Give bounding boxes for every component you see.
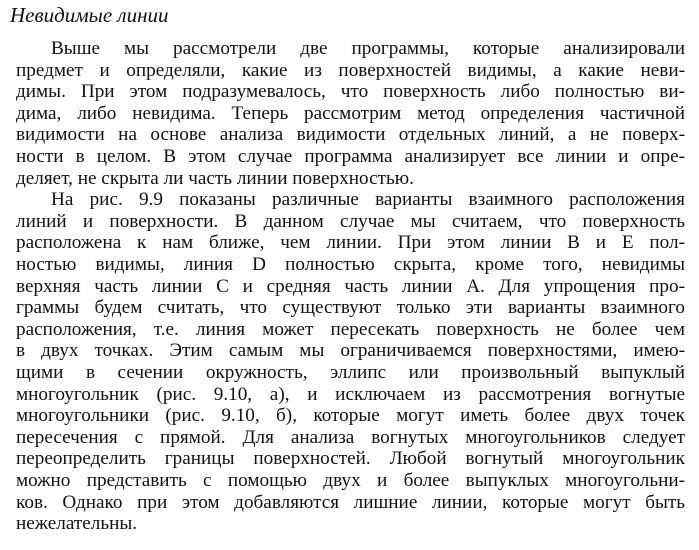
paragraph-2-line-16: нежелательны. — [16, 513, 138, 535]
paragraph-2-line-9: щими в сечении окружность, эллипс или произвольный выпуклый — [16, 362, 685, 383]
paragraph-1-line-6: ности в целом. В этом случае программа анализирует все линии и опре- — [16, 146, 685, 167]
paragraph-2-line-1: На рис. 9.9 показаны различные варианты взаимного расположения — [51, 189, 685, 211]
paragraph-1-line-4: дима, либо невидима. Теперь рассмотрим метод определения частичной — [16, 102, 685, 124]
paragraph-2-line-8: в двух точках. Этим самым мы ограничиваемся поверхностями, имею- — [16, 340, 685, 362]
paragraph-2-line-13: переопределить границы поверхностей. Любой вогнутый многоугольник — [16, 448, 685, 470]
paragraph-2-line-10: многоугольник (рис. 9.10, а), и исключаем из рассмотрения вогнутые — [16, 383, 685, 405]
paragraph-2-line-3: расположена к нам ближе, чем линии. При этом линии B и E пол- — [16, 232, 685, 254]
paragraph-1-line-3: димы. При этом подразумевалось, что поверхность либо полностью ви- — [16, 81, 685, 103]
paragraph-2-line-12: пересечения с прямой. Для анализа вогнутых многоугольников следует — [16, 426, 685, 448]
paragraph-1-line-5: видимости на основе анализа видимости отдельных линий, а не поверх- — [16, 124, 685, 146]
paragraph-2-line-15: ков. Однако при этом добавляются лишние линии, которые могут быть — [16, 491, 685, 513]
paragraph-2-line-7: расположения, т.е. линия может пересекать поверхность не более чем — [16, 318, 685, 340]
paragraph-1-line-1: Выше мы рассмотрели две программы, которые анализировали — [51, 38, 685, 59]
paragraph-2-line-14: можно представить с помощью двух и более выпуклых многоугольни- — [16, 470, 685, 491]
paragraph-2-line-11: многоугольники (рис. 9.10, б), которые могут иметь более двух точек — [16, 405, 685, 427]
paragraph-2-line-6: граммы будем считать, что существуют только эти варианты взаимного — [16, 297, 685, 319]
paragraph-2-line-2: линий и поверхности. В данном случае мы считаем, что поверхность — [16, 210, 685, 232]
paragraph-2-line-5: верхняя часть линии C и средняя часть линии A. Для упрощения про- — [16, 275, 685, 297]
paragraph-2-line-4: ностью видимы, линия D полностью скрыта, кроме того, невидимы — [16, 254, 685, 275]
paragraph-1-line-7: деляет, не скрыта ли часть линии поверхностью. — [16, 167, 414, 189]
paragraph-1-line-2: предмет и определяли, какие из поверхностей видимы, а какие неви- — [16, 59, 685, 81]
section-heading: Невидимые линии — [10, 3, 169, 27]
